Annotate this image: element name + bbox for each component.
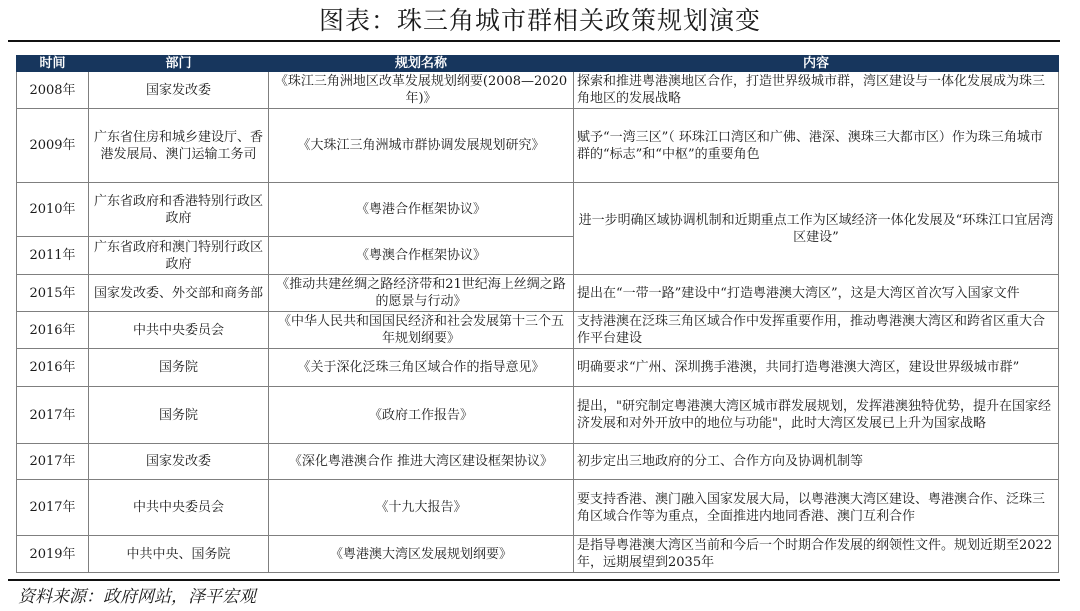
cell-time: 2019年 <box>17 536 89 573</box>
cell-plan: 《粤澳合作框架协议》 <box>269 237 574 275</box>
table-row <box>17 183 1059 237</box>
bottom-rule <box>8 579 1060 581</box>
table-row <box>17 387 1059 444</box>
cell-time: 2010年 <box>17 183 89 237</box>
cell-content: 支持港澳在泛珠三角区域合作中发挥重要作用，推动粤港澳大湾区和跨省区重大合作平台建设 <box>574 312 1059 349</box>
cell-dept: 国家发改委、外交部和商务部 <box>89 275 269 312</box>
cell-plan: 《中华人民共和国国民经济和社会发展第十三个五年规划纲要》 <box>269 312 574 349</box>
cell-plan: 《政府工作报告》 <box>269 387 574 444</box>
table-row <box>17 275 1059 312</box>
cell-dept: 国务院 <box>89 387 269 444</box>
cell-content: 是指导粤港澳大湾区当前和今后一个时期合作发展的纲领性文件。规划近期至2022年，远期展望到2035年 <box>574 536 1059 573</box>
header-dept: 部门 <box>89 56 269 72</box>
cell-plan: 《粤港澳大湾区发展规划纲要》 <box>269 536 574 573</box>
cell-content-merged: 进一步明确区域协调机制和近期重点工作为区域经济一体化发展及“环珠江口宜居湾区建设” <box>574 183 1059 275</box>
policy-table <box>16 55 1059 573</box>
cell-plan: 《推动共建丝绸之路经济带和21世纪海上丝绸之路的愿景与行动》 <box>269 275 574 312</box>
cell-plan: 《关于深化泛珠三角区域合作的指导意见》 <box>269 349 574 387</box>
table-row <box>17 312 1059 349</box>
cell-content: 明确要求“广州、深圳携手港澳，共同打造粤港澳大湾区，建设世界级城市群” <box>574 349 1059 387</box>
source-note: 资料来源：政府网站，泽平宏观 <box>18 587 256 607</box>
cell-dept: 广东省政府和香港特别行政区政府 <box>89 183 269 237</box>
cell-dept: 中共中央委员会 <box>89 312 269 349</box>
table-row <box>17 109 1059 183</box>
cell-plan: 《十九大报告》 <box>269 480 574 536</box>
figure-title: 图表：珠三角城市群相关政策规划演变 <box>318 6 761 35</box>
cell-plan: 《珠江三角洲地区改革发展规划纲要(2008—2020年)》 <box>269 72 574 109</box>
cell-dept: 广东省住房和城乡建设厅、香港发展局、澳门运输工务司 <box>89 109 269 183</box>
cell-content: 要支持香港、澳门融入国家发展大局，以粤港澳大湾区建设、粤港澳合作、泛珠三角区域合作等为重点，全面推进内地同香港、澳门互利合作 <box>574 480 1059 536</box>
cell-dept: 中共中央委员会 <box>89 480 269 536</box>
cell-plan: 《大珠江三角洲城市群协调发展规划研究》 <box>269 109 574 183</box>
table-row <box>17 480 1059 536</box>
cell-dept: 国务院 <box>89 349 269 387</box>
table-row <box>17 349 1059 387</box>
header-content: 内容 <box>574 56 1059 72</box>
cell-dept: 国家发改委 <box>89 72 269 109</box>
cell-time: 2009年 <box>17 109 89 183</box>
cell-time: 2011年 <box>17 237 89 275</box>
table-row <box>17 536 1059 573</box>
cell-time: 2017年 <box>17 444 89 480</box>
cell-content: 提出在“一带一路”建设中“打造粤港澳大湾区”，这是大湾区首次写入国家文件 <box>574 275 1059 312</box>
header-time: 时间 <box>17 56 89 72</box>
header-plan: 规划名称 <box>269 56 574 72</box>
top-rule <box>8 40 1060 42</box>
cell-plan: 《深化粤港澳合作 推进大湾区建设框架协议》 <box>269 444 574 480</box>
cell-content: 提出，"研究制定粤港澳大湾区城市群发展规划，发挥港澳独特优势，提升在国家经济发展和对外开放中的地位与功能"，此时大湾区发展已上升为国家战略 <box>574 387 1059 444</box>
cell-content: 探索和推进粤港澳地区合作，打造世界级城市群，湾区建设与一体化发展成为珠三角地区的发展战略 <box>574 72 1059 109</box>
cell-dept: 国家发改委 <box>89 444 269 480</box>
cell-time: 2016年 <box>17 312 89 349</box>
cell-time: 2017年 <box>17 387 89 444</box>
table-row <box>17 72 1059 109</box>
table-header-row <box>17 56 1059 72</box>
cell-time: 2017年 <box>17 480 89 536</box>
cell-time: 2016年 <box>17 349 89 387</box>
cell-dept: 中共中央、国务院 <box>89 536 269 573</box>
cell-plan: 《粤港合作框架协议》 <box>269 183 574 237</box>
cell-content: 赋予“一湾三区”（ 环珠江口湾区和广佛、港深、澳珠三大都市区）作为珠三角城市群的“标志”和“中枢”的重要角色 <box>574 109 1059 183</box>
cell-time: 2008年 <box>17 72 89 109</box>
cell-dept: 广东省政府和澳门特别行政区政府 <box>89 237 269 275</box>
cell-time: 2015年 <box>17 275 89 312</box>
table-row <box>17 444 1059 480</box>
cell-content: 初步定出三地政府的分工、合作方向及协调机制等 <box>574 444 1059 480</box>
